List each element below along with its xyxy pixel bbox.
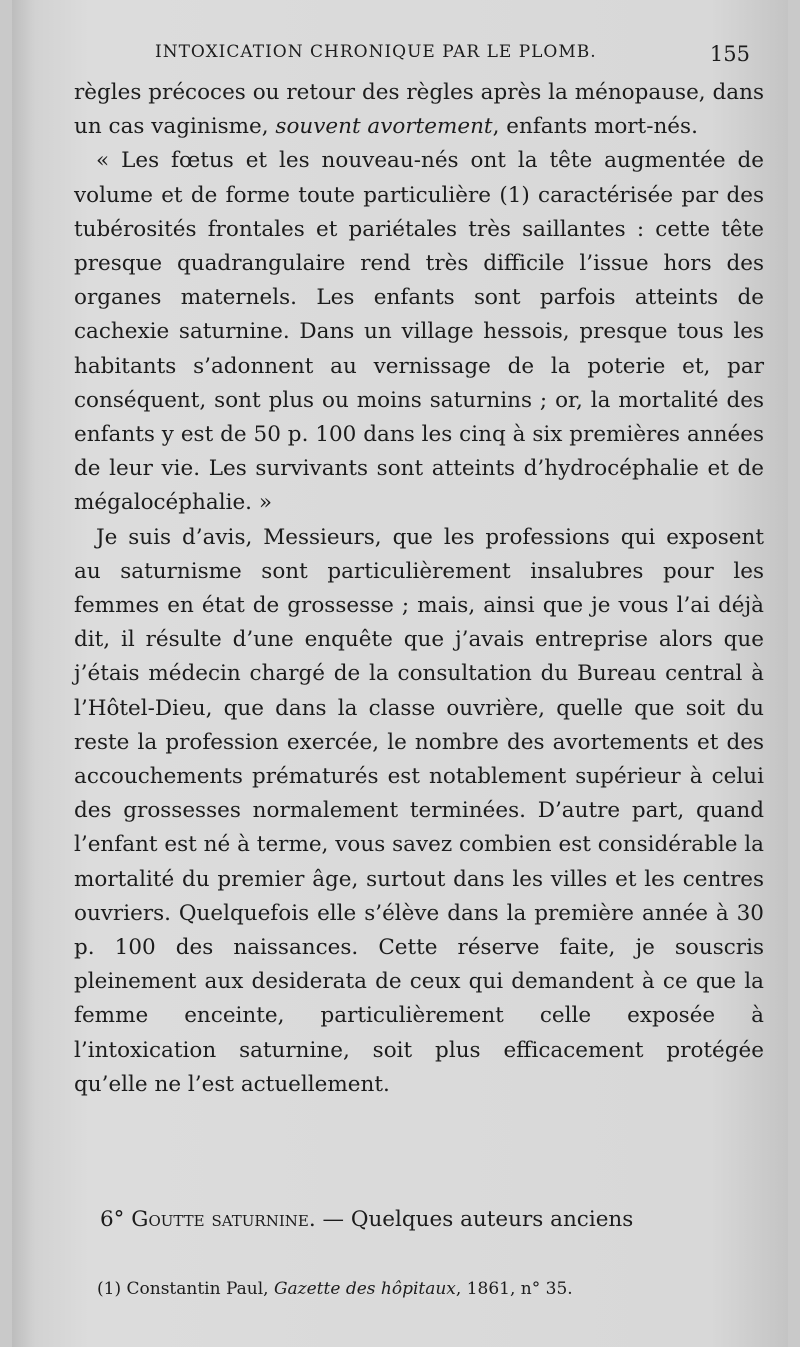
section-number: 6° [100, 1207, 125, 1232]
section-title: Goutte saturnine. [131, 1207, 316, 1232]
section-text: — Quelques auteurs anciens [315, 1207, 634, 1232]
text-run: règles précoces ou retour des règles après la ménopause, dans un cas vaginisme, [74, 80, 764, 140]
page-number: 155 [709, 42, 750, 66]
running-header [155, 42, 750, 66]
running-title: INTOXICATION CHRONIQUE PAR LE PLOMB. [155, 42, 597, 62]
footnote-journal: Gazette des hôpitaux [273, 1279, 456, 1299]
quoted-paragraph: « Les fœtus et les nouveau-nés ont la tête augmentée de volume et de forme toute particulière (1) caractérisée par des tubérosités frontales et pariétales très saillantes : cette tête presque quadrangulaire rend très difficile l’issue hors des organes maternels. Les enfants sont parfois atteints de cachexie saturnine. Dans un village hessois, presque tous les habitants s’adonnent au vernissage de la poterie et, par conséquent, sont plus ou moins saturnins ; or, la mortalité des enfants y est de 50 p. 100 dans les cinq à six premières années de leur vie. Les survivants sont atteints d’hydrocéphalie et de mégalocéphalie. » [74, 148, 764, 516]
italic-text: souvent avortement [275, 114, 493, 140]
footnote-mark: (1) [97, 1279, 122, 1299]
footnote-author: Constantin Paul, [121, 1279, 274, 1299]
paragraph-continuation [74, 76, 764, 144]
main-text [74, 76, 764, 1102]
section-heading-line [74, 1203, 764, 1237]
text-run: , enfants mort-nés. [492, 114, 698, 140]
footnote-reference: , 1861, n° 35. [455, 1279, 573, 1299]
book-page [12, 0, 788, 1347]
footnote [97, 1279, 573, 1299]
paragraph: Je suis d’avis, Messieurs, que les professions qui exposent au saturnisme sont particulièrement insalubres pour les femmes en état de grossesse ; mais, ainsi que je vous l’ai déjà dit, il résulte d’une enquête que j’avais entreprise alors que j’étais médecin chargé de la consultation du Bureau central à l’Hôtel-Dieu, que dans la classe ouvrière, quelle que soit du reste la profession exercée, le nombre des avortements et des accouchements prématurés est notablement supérieur à celui des grossesses normalement terminées. D’autre part, quand l’enfant est né à terme, vous savez combien est considérable la mortalité du premier âge, surtout dans les villes et les centres ouvriers. Quelquefois elle s’élève dans la première année à 30 p. 100 des naissances. Cette réserve faite, je souscris pleinement aux desiderata de ceux qui demandent à ce que la femme enceinte, particulièrement celle exposée à l’intoxication saturnine, soit plus efficacement protégée qu’elle ne l’est actuellement. [74, 524, 764, 1097]
